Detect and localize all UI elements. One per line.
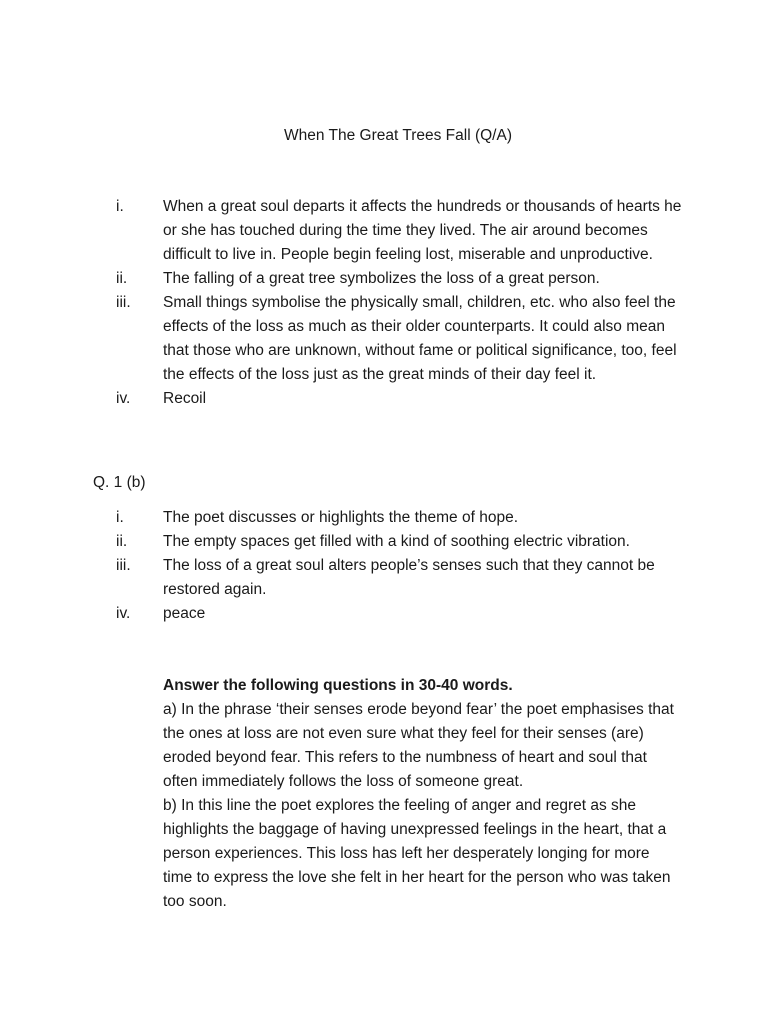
list-text: Small things symbolise the physically small, children, etc. who also feel the effects of the loss as much as their older counterparts. It could also mean that those who are unknown, without fame or political significance, too, feel the effects of the loss just as the great minds of their day feel it. [163, 294, 677, 383]
list-item [0, 530, 768, 554]
list-text: The empty spaces get filled with a kind of soothing electric vibration. [163, 533, 630, 550]
answer-list-2 [0, 506, 768, 626]
list-text: When a great soul departs it affects the hundreds or thousands of hearts he or she has touched during the time they lived. The air around becomes difficult to live in. People begin feeling lost, miserable and unproductive. [163, 198, 682, 263]
short-answers-section [163, 674, 683, 914]
list-item [0, 554, 768, 602]
list-text: peace [163, 605, 206, 622]
list-number: iv. [116, 390, 131, 407]
page-title: When The Great Trees Fall (Q/A) [284, 127, 512, 144]
list-item [0, 387, 768, 411]
section-heading: Answer the following questions in 30-40 words. [163, 677, 513, 694]
list-item [0, 602, 768, 626]
question-label: Q. 1 (b) [93, 474, 146, 491]
answer-a: a) In the phrase ‘their senses erode beyond fear’ the poet emphasises that the ones at loss are not even sure what they feel for their senses (are) eroded beyond fear. This refers to the numbness of heart and soul that often immediately follows the loss of someone great. [163, 701, 674, 790]
list-item [0, 506, 768, 530]
list-item [0, 267, 768, 291]
list-number: iii. [116, 557, 131, 574]
list-number: i. [116, 198, 124, 215]
list-number: iv. [116, 605, 131, 622]
list-number: i. [116, 509, 124, 526]
list-number: iii. [116, 294, 131, 311]
list-number: ii. [116, 533, 128, 550]
list-item [0, 291, 768, 387]
answer-b: b) In this line the poet explores the feeling of anger and regret as she highlights the baggage of having unexpressed feelings in the heart, that a person experiences. This loss has left her desperately longing for more time to express the love she felt in her heart for the person who was taken too soon. [163, 797, 671, 910]
list-text: The poet discusses or highlights the theme of hope. [163, 509, 518, 526]
list-item [0, 195, 768, 267]
list-number: ii. [116, 270, 128, 287]
list-text: Recoil [163, 390, 207, 407]
list-text: The falling of a great tree symbolizes the loss of a great person. [163, 270, 600, 287]
list-text: The loss of a great soul alters people’s senses such that they cannot be restored again. [163, 557, 655, 598]
answer-list-1 [0, 195, 768, 411]
